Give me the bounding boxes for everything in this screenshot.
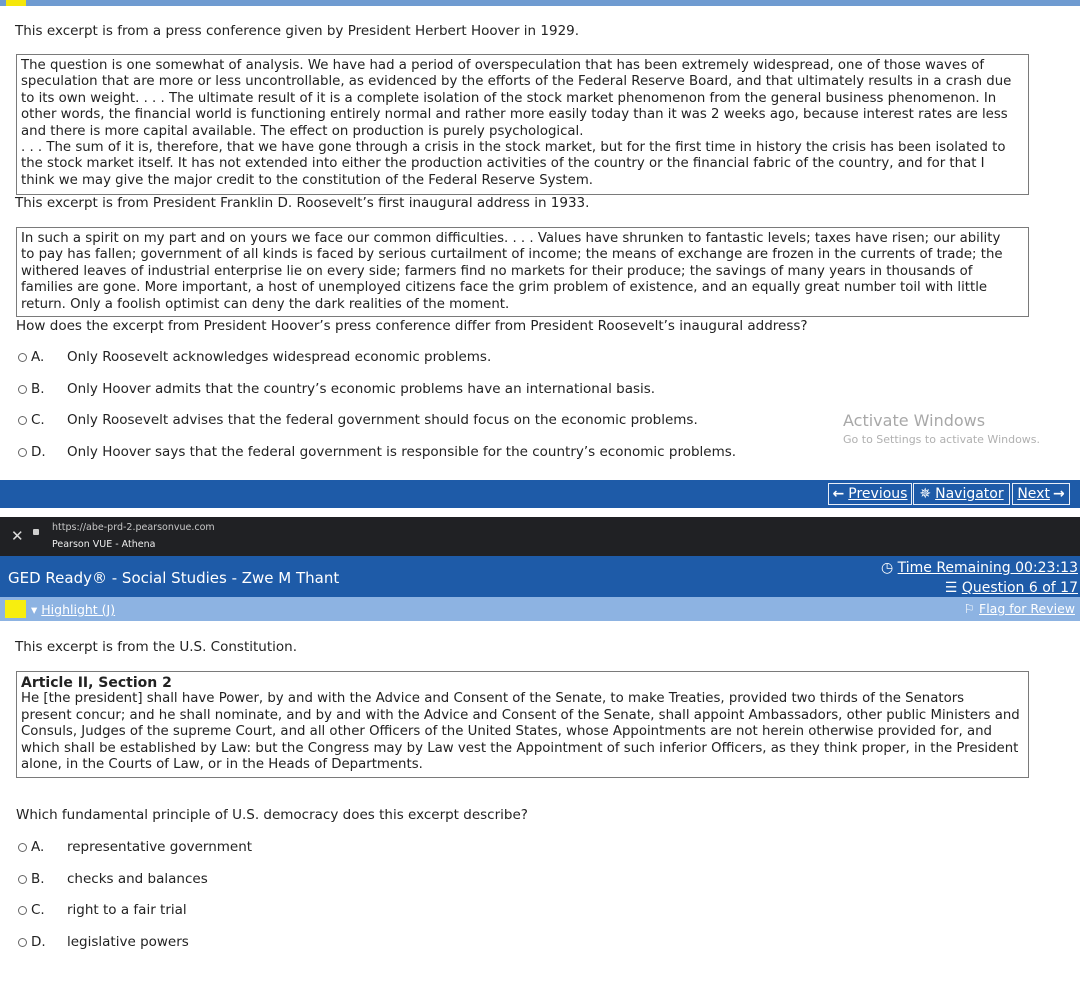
passage-line: to pay has fallen; government of all kinds is faced by serious curtailment of income; the means of exchange are frozen in the currents of trade; the: [21, 247, 1003, 263]
choice-text: Only Roosevelt acknowledges widespread economic problems.: [67, 349, 492, 365]
highlight-color-swatch[interactable]: [5, 600, 26, 618]
highlight-label: Highlight (J): [41, 602, 116, 617]
question-counter[interactable]: [945, 580, 1078, 596]
answer-choice-d[interactable]: [18, 933, 189, 951]
separator: [0, 508, 1080, 517]
passage-line: the stock market itself. It has not extended into either the production activities of the country or the financial fabric of the country, and for that I: [21, 156, 985, 172]
flag-label: Flag for Review: [979, 601, 1075, 616]
previous-label: Previous: [848, 486, 908, 502]
radio-button[interactable]: [18, 938, 27, 947]
list-icon: ☰: [944, 580, 958, 596]
navigator-label: Navigator: [935, 486, 1004, 502]
time-remaining[interactable]: [881, 560, 1078, 576]
passage-line: which shall be established by Law: but the Congress may by Law vest the Appointment of such inferior Officers, as they think proper, in the President: [21, 740, 1019, 756]
exam-header: [0, 556, 1080, 597]
choice-letter: A.: [31, 349, 45, 365]
radio-button[interactable]: [18, 353, 27, 362]
radio-button[interactable]: [18, 385, 27, 394]
activate-windows-subtext: Go to Settings to activate Windows.: [843, 433, 1041, 446]
highlight-swatch[interactable]: [6, 0, 26, 6]
next-button[interactable]: [1012, 483, 1070, 505]
passage-line: He [the president] shall have Power, by and with the Advice and Consent of the Senate, to make Treaties, provided two thirds of the Senators: [21, 691, 965, 707]
answer-choice-b[interactable]: [18, 380, 655, 398]
choice-text: Only Hoover says that the federal government is responsible for the country’s economic problems.: [67, 444, 737, 460]
browser-url: https://abe-prd-2.pearsonvue.com: [52, 522, 215, 533]
browser-title-bar: [0, 517, 1080, 556]
activate-windows-watermark: Activate Windows: [843, 411, 986, 430]
passage-line: return. Only a foolish optimist can deny the dark realities of the moment.: [21, 296, 510, 312]
choice-letter: D.: [31, 934, 46, 950]
arrow-right-icon: →: [1052, 486, 1065, 502]
time-remaining-label: Time Remaining 00:23:13: [897, 560, 1078, 576]
passage-line: families are gone. More important, a host of unemployed citizens face the grim problem of existence, and an equally great number toil with little: [21, 280, 988, 296]
choice-text: Only Hoover admits that the country’s economic problems have an international basis.: [67, 381, 656, 397]
choice-text: checks and balances: [67, 871, 208, 887]
choice-letter: A.: [31, 839, 45, 855]
highlight-dropdown[interactable]: [31, 602, 115, 617]
gear-grid-icon: ✵: [919, 486, 932, 502]
passage-line: Consuls, Judges of the supreme Court, and all other Officers of the United States, whose Appointments are not herein otherwise provided for, and: [21, 724, 992, 740]
excerpt-intro-roosevelt: This excerpt is from President Franklin D. Roosevelt’s first inaugural address in 1933.: [15, 195, 590, 211]
answer-choice-b[interactable]: [18, 870, 208, 888]
answer-choice-c[interactable]: [18, 901, 187, 919]
passage-line: In such a spirit on my part and on yours we face our common difficulties. . . . Values have shrunken to fantastic levels; taxes have risen; our ability: [21, 231, 1001, 246]
lock-icon: [33, 529, 39, 535]
passage-constitution: [16, 671, 1029, 778]
radio-button[interactable]: [18, 448, 27, 457]
passage-roosevelt: [16, 227, 1029, 317]
question-text: How does the excerpt from President Hoover’s press conference differ from President Roosevelt’s inaugural address?: [16, 318, 808, 334]
flag-for-review-button[interactable]: [964, 601, 1075, 616]
passage-line: speculation that are more or less uncontrollable, as evidenced by the efforts of the Federal Reserve Board, and that ultimately results in a crash due: [21, 74, 1012, 90]
choice-letter: C.: [31, 412, 45, 428]
navigator-button[interactable]: [913, 483, 1010, 505]
passage-line: withered leaves of industrial enterprise lie on every side; farmers find no markets for their produce; the savings of many years in thousands of: [21, 263, 973, 279]
browser-page-title: Pearson VUE - Athena: [52, 539, 156, 550]
choice-text: Only Roosevelt advises that the federal government should focus on the economic problems.: [67, 412, 698, 428]
previous-button[interactable]: [828, 483, 912, 505]
passage-line: present concur; and he shall nominate, and by and with the Advice and Consent of the Senate, shall appoint Ambassadors, other public Ministers and: [21, 707, 1020, 723]
choice-letter: B.: [31, 871, 45, 887]
article-title: Article II, Section 2: [21, 675, 172, 691]
choice-text: legislative powers: [67, 934, 189, 950]
answer-choice-a[interactable]: [18, 348, 491, 366]
passage-line: . . . The sum of it is, therefore, that we have gone through a crisis in the stock market, but for the first time in history the crisis has been isolated to: [21, 140, 1006, 156]
arrow-left-icon: ←: [832, 486, 845, 502]
choice-text: representative government: [67, 839, 253, 855]
passage-line: The question is one somewhat of analysis. We have had a period of overspeculation that has been extremely widespread, one of those waves of: [21, 58, 985, 73]
excerpt-intro-hoover: This excerpt is from a press conference given by President Herbert Hoover in 1929.: [15, 23, 580, 39]
choice-letter: D.: [31, 444, 46, 460]
answer-choice-a[interactable]: [18, 838, 252, 856]
excerpt-intro: This excerpt is from the U.S. Constitution.: [15, 639, 298, 655]
radio-button[interactable]: [18, 906, 27, 915]
choice-text: right to a fair trial: [67, 902, 187, 918]
passage-line: other words, the financial world is functioning entirely normal and rather more easily today than it was 2 weeks ago, because interest rates are less: [21, 107, 1008, 123]
next-label: Next: [1017, 486, 1050, 502]
radio-button[interactable]: [18, 416, 27, 425]
previous-toolbar-strip: [0, 0, 1080, 6]
close-icon[interactable]: ✕: [11, 527, 24, 545]
choice-letter: B.: [31, 381, 45, 397]
answer-choice-c[interactable]: [18, 411, 698, 429]
question-text: Which fundamental principle of U.S. democracy does this excerpt describe?: [16, 807, 528, 823]
answer-choice-d[interactable]: [18, 443, 736, 461]
passage-line: to its own weight. . . . The ultimate result of it is a complete isolation of the stock market phenomenon from the general business phenomenon. In: [21, 90, 997, 106]
navigation-bar: [0, 480, 1080, 508]
radio-button[interactable]: [18, 843, 27, 852]
flag-icon: ⚐: [963, 601, 976, 616]
passage-hoover: [16, 54, 1029, 195]
app-title: GED Ready® - Social Studies - Zwe M Thant: [8, 569, 340, 587]
choice-letter: C.: [31, 902, 45, 918]
exam-toolbar: [0, 597, 1080, 621]
clock-icon: ◷: [880, 560, 894, 576]
passage-line: think we may give the major credit to the constitution of the Federal Reserve System.: [21, 172, 593, 188]
caret-down-icon: ▾: [31, 602, 38, 617]
radio-button[interactable]: [18, 875, 27, 884]
question-counter-label: Question 6 of 17: [961, 580, 1078, 596]
passage-line: and there is more capital available. The effect on production is purely psychological.: [21, 123, 584, 139]
passage-line: alone, in the Courts of Law, or in the Heads of Departments.: [21, 757, 423, 773]
